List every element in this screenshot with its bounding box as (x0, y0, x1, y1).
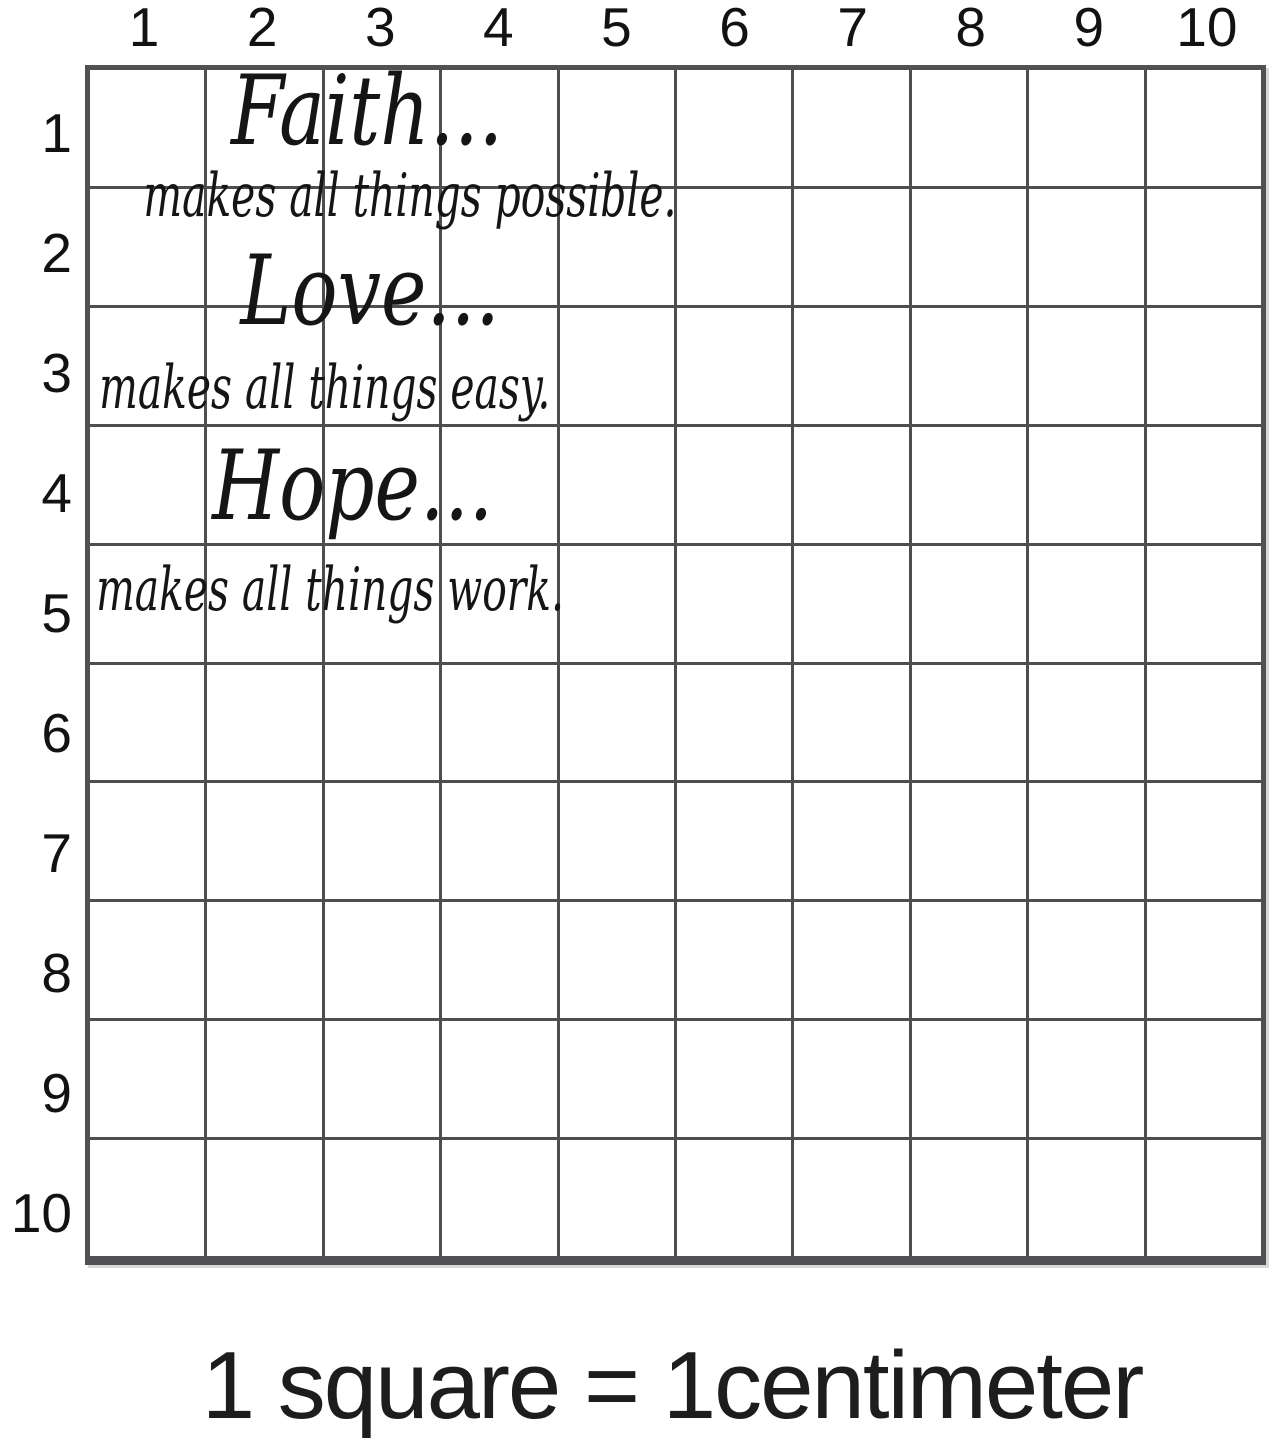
grid-cell (90, 1140, 204, 1256)
grid-cell (560, 902, 674, 1018)
grid-cell (442, 665, 556, 781)
grid-cell (207, 1140, 321, 1256)
column-label: 1 (128, 0, 160, 58)
column-labels (85, 0, 1266, 58)
grid-cell (90, 546, 204, 662)
grid-cell (912, 665, 1026, 781)
column-label: 6 (719, 0, 750, 58)
grid-cell (325, 783, 439, 899)
grid-cell (442, 308, 556, 424)
row-label: 2 (41, 222, 72, 284)
grid-cell (1029, 546, 1143, 662)
grid-cell (442, 902, 556, 1018)
grid-cell (794, 308, 908, 424)
grid-cell (560, 1140, 674, 1256)
grid-cell (912, 427, 1026, 543)
grid-cell (1029, 902, 1143, 1018)
grid-cell (677, 189, 791, 305)
grid-cell (1147, 189, 1261, 305)
grid-cell (90, 1021, 204, 1137)
grid-cell (1029, 1140, 1143, 1256)
grid-cell (912, 70, 1026, 186)
column-label: 7 (837, 0, 868, 58)
grid-cell (794, 1021, 908, 1137)
quote-word-love-text: Love... (240, 235, 500, 347)
column-label: 4 (483, 0, 514, 58)
grid-cell (677, 1021, 791, 1137)
grid-cell (1147, 308, 1261, 424)
grid-cell (1029, 70, 1143, 186)
grid-cell (442, 1140, 556, 1256)
grid-cell (325, 427, 439, 543)
grid-cell (325, 308, 439, 424)
grid-cell (1029, 1021, 1143, 1137)
row-label: 10 (10, 1182, 72, 1244)
grid-cell (794, 546, 908, 662)
grid-cell (90, 665, 204, 781)
grid-cell (794, 427, 908, 543)
grid-cell (325, 70, 439, 186)
grid-cell (90, 189, 204, 305)
grid-cell (560, 70, 674, 186)
row-label: 4 (41, 462, 72, 524)
grid-cell (90, 70, 204, 186)
grid-cell (560, 546, 674, 662)
grid-cell (442, 783, 556, 899)
column-label: 8 (955, 0, 986, 58)
grid-cell (325, 902, 439, 1018)
grid-cell (1147, 665, 1261, 781)
column-label: 9 (1073, 0, 1105, 58)
grid-cell (442, 189, 556, 305)
grid-cell (325, 665, 439, 781)
quote-line-hope-text: makes all things work. (96, 555, 564, 625)
grid-cell (912, 189, 1026, 305)
grid-cell (442, 70, 556, 186)
grid-cell (207, 665, 321, 781)
grid-cell (560, 308, 674, 424)
row-label: 3 (41, 342, 72, 404)
grid-cell (560, 189, 674, 305)
grid-cell (912, 308, 1026, 424)
grid-cell (90, 308, 204, 424)
scale-caption: 1 square = 1centimeter (201, 1332, 1143, 1439)
grid-cell (794, 189, 908, 305)
grid-cell (560, 427, 674, 543)
grid-cell (1029, 189, 1143, 305)
grid-cell (207, 70, 321, 186)
column-label: 5 (601, 0, 632, 58)
row-label: 5 (41, 582, 72, 644)
grid-cell (677, 902, 791, 1018)
grid-cell (677, 70, 791, 186)
quote-line-faith-text: makes all things possible. (143, 161, 677, 231)
grid-cell (1147, 902, 1261, 1018)
grid-cell (325, 189, 439, 305)
grid-cell (794, 665, 908, 781)
grid-cell (325, 1140, 439, 1256)
grid-cell (207, 783, 321, 899)
grid-cell (560, 665, 674, 781)
grid-cell (207, 902, 321, 1018)
grid-cell (677, 308, 791, 424)
grid-cell (207, 308, 321, 424)
grid-cell (794, 783, 908, 899)
grid-cell (325, 1021, 439, 1137)
grid-cell (90, 783, 204, 899)
column-label: 10 (1176, 0, 1238, 58)
grid-cell (207, 1021, 321, 1137)
column-label: 2 (246, 0, 278, 58)
grid-cell (1147, 427, 1261, 543)
grid-cell (560, 1021, 674, 1137)
grid-cell (325, 546, 439, 662)
grid-cell (912, 1140, 1026, 1256)
row-labels (0, 65, 78, 1265)
centimeter-grid (85, 65, 1266, 1265)
grid-cell (442, 546, 556, 662)
column-label: 3 (364, 0, 396, 58)
grid-cell (677, 665, 791, 781)
grid-cell (677, 427, 791, 543)
grid-cell (207, 427, 321, 543)
grid-cell (442, 427, 556, 543)
grid-cell (207, 546, 321, 662)
row-label: 9 (41, 1062, 72, 1124)
quote-word-faith-text: Faith... (230, 55, 503, 167)
grid-cell (1147, 1021, 1261, 1137)
grid-cell (1029, 308, 1143, 424)
row-label: 7 (41, 822, 72, 884)
grid-cell (560, 783, 674, 899)
grid-cell (794, 70, 908, 186)
row-label: 6 (41, 702, 72, 764)
grid-cell (1029, 427, 1143, 543)
grid-cell (207, 189, 321, 305)
grid-cell (90, 427, 204, 543)
grid-cell (1147, 783, 1261, 899)
quote-word-hope-text: Hope... (212, 430, 494, 542)
grid-cell (677, 783, 791, 899)
grid-cell (90, 902, 204, 1018)
grid-cell (794, 1140, 908, 1256)
row-label: 1 (41, 102, 72, 164)
grid-cell (912, 546, 1026, 662)
grid-cell (442, 1021, 556, 1137)
grid-cell (794, 902, 908, 1018)
grid-cell (912, 783, 1026, 899)
grid-cell (1147, 1140, 1261, 1256)
grid-cell (1029, 665, 1143, 781)
quote-line-love-text: makes all things easy. (99, 353, 551, 423)
grid-cell (1029, 783, 1143, 899)
grid-cell (912, 1021, 1026, 1137)
grid-cell (1147, 70, 1261, 186)
grid-cell (677, 546, 791, 662)
grid-cell (1147, 546, 1261, 662)
grid-cell (912, 902, 1026, 1018)
grid-cell (677, 1140, 791, 1256)
row-label: 8 (41, 942, 72, 1004)
